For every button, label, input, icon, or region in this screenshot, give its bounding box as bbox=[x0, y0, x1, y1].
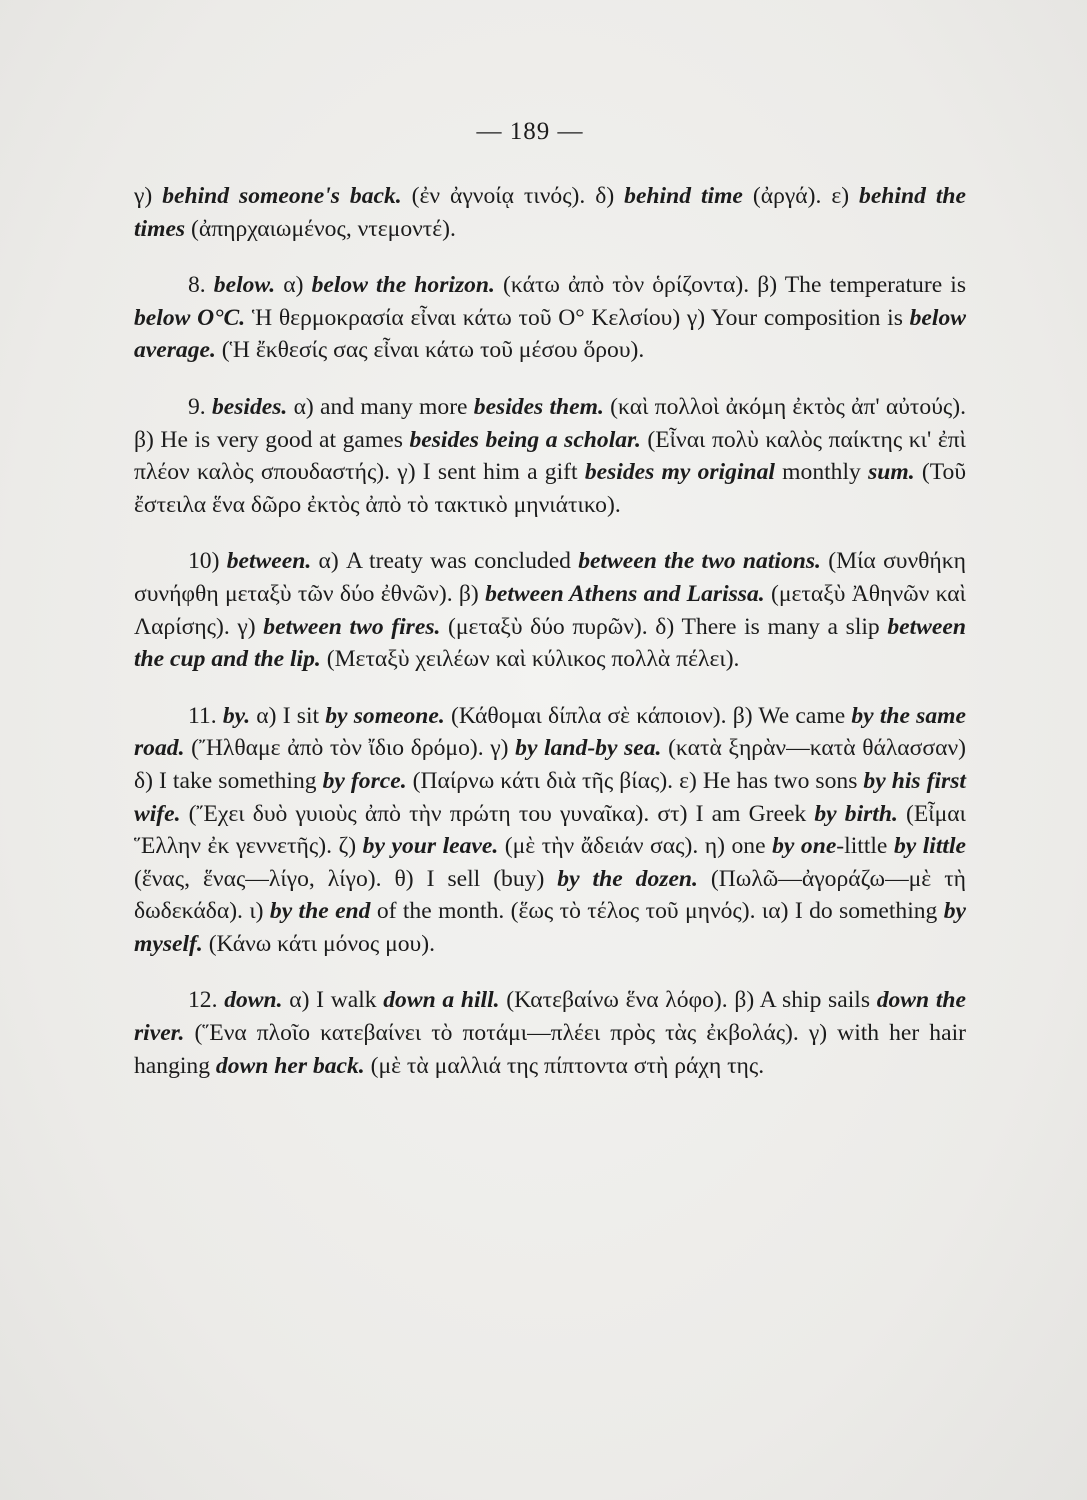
text-segment: (Κατεβαίνω ἕνα λόφο). β) A ship sails bbox=[499, 987, 877, 1014]
english-phrase: down the river. bbox=[134, 987, 966, 1047]
english-phrase: below average. bbox=[134, 304, 966, 364]
english-phrase: down. bbox=[224, 987, 283, 1014]
entry-down bbox=[134, 984, 966, 1082]
entry-below bbox=[134, 269, 966, 367]
text-segment: (ἀπηρχαιωμένος, ντεμοντέ). bbox=[185, 215, 456, 242]
text-segment: α) I walk bbox=[282, 987, 384, 1014]
text-segment: of the month. (ἕως τὸ τέλος τοῦ μηνός). ια) I do something bbox=[370, 898, 944, 925]
text-segment: (Κάθομαι δίπλα σὲ κάποιον). β) We came bbox=[444, 702, 852, 729]
english-phrase: by the dozen. bbox=[557, 865, 698, 892]
text-segment: α) A treaty was concluded bbox=[311, 548, 579, 575]
page-number: — 189 — bbox=[476, 118, 584, 145]
text-segment: Ἡ θερμοκρασία εἶναι κάτω τοῦ Ο° Κελσίου) γ) Your composition is bbox=[245, 304, 910, 331]
text-segment: (μεταξὺ Ἀθηνῶν καὶ Λαρίσης). γ) bbox=[134, 580, 967, 640]
english-phrase: below. bbox=[213, 272, 276, 299]
english-phrase: by your leave. bbox=[362, 833, 499, 860]
english-phrase: by. bbox=[222, 702, 251, 729]
english-phrase: down her back. bbox=[215, 1052, 365, 1079]
english-phrase: by someone. bbox=[325, 702, 445, 729]
text-segment: (κατὰ ξηρὰν—κατὰ θάλασσαν) δ) I take something bbox=[134, 735, 966, 794]
text-segment: 10) bbox=[188, 548, 227, 575]
english-phrase: down a hill. bbox=[383, 987, 500, 1014]
text-segment: (Μία συνθήκη συνήφθη μεταξὺ τῶν δύο ἐθνῶν). β) bbox=[134, 548, 967, 607]
english-phrase: by the same road. bbox=[134, 702, 966, 762]
text-segment: (Πωλῶ—ἀγοράζω—μὲ τὴ δωδεκάδα). ι) bbox=[134, 865, 967, 925]
text-segment: 12. bbox=[188, 987, 225, 1014]
english-phrase: by one bbox=[772, 833, 837, 860]
text-segment: (ἕνας, ἕνας—λίγο, λίγο). θ) I sell (buy) bbox=[134, 865, 558, 892]
text-segment: (ἐν ἀγνοίᾳ τινός). δ) bbox=[401, 183, 625, 209]
english-phrase: by force. bbox=[322, 767, 407, 794]
text-segment: α) I sit bbox=[250, 702, 326, 729]
text-segment: (Μεταξὺ χειλέων καὶ κύλικος πολλὰ πέλει). bbox=[320, 646, 740, 673]
english-phrase: besides being a scholar. bbox=[409, 426, 641, 453]
english-phrase: between two fires. bbox=[263, 613, 441, 640]
page-body bbox=[134, 180, 966, 1106]
english-phrase: besides my original bbox=[584, 459, 775, 486]
text-segment: (Παίρνω κάτι διὰ τῆς βίας). ε) He has two sons bbox=[406, 767, 864, 794]
english-phrase: below the horizon. bbox=[311, 272, 495, 299]
english-phrase: behind the times bbox=[134, 183, 966, 242]
text-segment: 8. bbox=[188, 272, 214, 299]
english-phrase: by myself. bbox=[134, 898, 966, 957]
english-phrase: by birth. bbox=[814, 800, 898, 827]
text-segment: 9. bbox=[188, 393, 212, 420]
english-phrase: between the cup and the lip. bbox=[134, 613, 966, 673]
text-segment: α) bbox=[275, 272, 312, 299]
text-segment: (Κάνω κάτι μόνος μου). bbox=[202, 930, 435, 957]
text-segment: α) and many more bbox=[287, 393, 474, 420]
entry-by bbox=[134, 700, 966, 961]
english-phrase: sum. bbox=[868, 459, 915, 486]
text-segment: (Ἔχει δυὸ γυιοὺς ἀπὸ τὴν πρώτη του γυναῖκα). στ) I am Greek bbox=[180, 800, 815, 827]
english-phrase: by land-by sea. bbox=[515, 735, 662, 762]
text-segment: -little bbox=[836, 833, 894, 860]
text-segment: (μὲ τὰ μαλλιά της πίπτοντα στὴ ράχη της. bbox=[364, 1052, 765, 1079]
text-segment: (Τοῦ ἔστειλα ἕνα δῶρο ἐκτὸς ἀπὸ τὸ τακτικὸ μηνιάτικο). bbox=[134, 459, 967, 518]
english-phrase: between Athens and Larissa. bbox=[485, 580, 765, 607]
text-segment: (καὶ πολλοὶ ἀκόμη ἐκτὸς ἀπ' αὐτούς). β) He is very good at games bbox=[134, 393, 966, 453]
english-phrase: behind time bbox=[624, 183, 743, 209]
english-phrase: below O°C. bbox=[134, 304, 246, 331]
text-segment: (Εἶμαι Ἕλλην ἐκ γεννετῆς). ζ) bbox=[134, 800, 967, 860]
english-phrase: besides them. bbox=[473, 393, 604, 420]
text-segment: γ) bbox=[134, 183, 163, 209]
paragraph-behind-continuation bbox=[134, 180, 966, 245]
english-phrase: by little bbox=[893, 833, 966, 860]
entry-between bbox=[134, 545, 966, 675]
english-phrase: between. bbox=[226, 548, 312, 575]
text-segment: (Ἡ ἔκθεσίς σας εἶναι κάτω τοῦ μέσου ὅρου). bbox=[215, 337, 645, 364]
text-segment: (Εἶναι πολὺ καλὸς παίκτης κι' ἐπὶ πλέον καλὸς σπουδαστής). γ) I sent him a gift bbox=[134, 426, 966, 486]
text-segment: (μὲ τὴν ἄδειάν σας). η) one bbox=[498, 833, 773, 860]
entry-besides bbox=[134, 391, 966, 521]
text-segment: (ἀργά). ε) bbox=[742, 183, 860, 209]
text-segment: monthly bbox=[774, 459, 869, 486]
english-phrase: between the two nations. bbox=[578, 548, 821, 575]
text-segment: (Ἤλθαμε ἀπὸ τὸν ἴδιο δρόμο). γ) bbox=[184, 735, 516, 762]
text-segment: (Ἕνα πλοῖο κατεβαίνει τὸ ποτάμι—πλέει πρὸς τὰς ἐκβολάς). γ) with her hair hanging bbox=[134, 1020, 966, 1079]
english-phrase: besides. bbox=[211, 393, 288, 420]
text-segment: 11. bbox=[188, 702, 223, 729]
english-phrase: by the end bbox=[269, 898, 371, 925]
english-phrase: behind someone's back. bbox=[162, 183, 402, 209]
text-segment: (κάτω ἀπὸ τὸν ὁρίζοντα). β) The temperature is bbox=[494, 272, 967, 299]
english-phrase: by his first wife. bbox=[134, 767, 966, 827]
text-segment: (μεταξὺ δύο πυρῶν). δ) There is many a slip bbox=[440, 613, 888, 640]
